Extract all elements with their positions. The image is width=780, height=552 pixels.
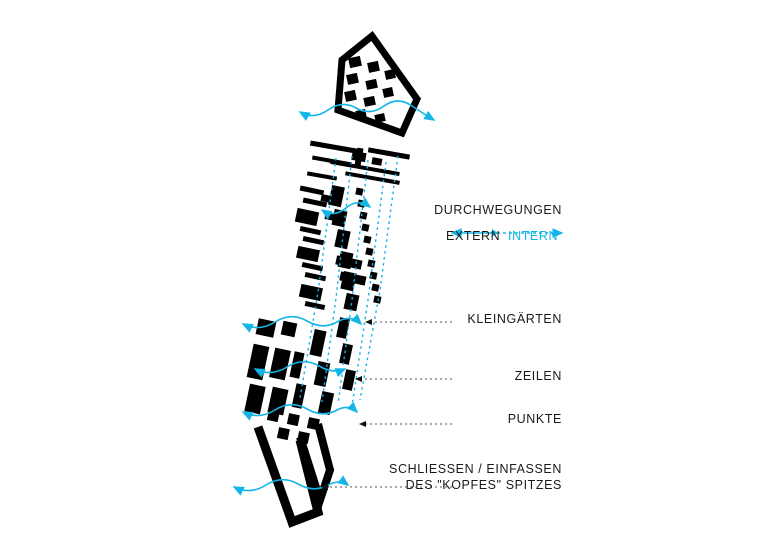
- annotation-label-kopf-line1: SCHLIESSEN / EINFASSEN: [389, 462, 562, 476]
- zeilen-blocks: [244, 317, 356, 415]
- annotation-label-zeilen: ZEILEN: [514, 369, 562, 383]
- annotation-label-punkte: PUNKTE: [507, 412, 562, 426]
- legend-label-extern: EXTERN: [446, 229, 501, 243]
- head-block-outline: [338, 36, 417, 133]
- legend-heading-durchwegungen: DURCHWEGUNGEN: [434, 203, 562, 217]
- mid-corridor-blocks: [295, 185, 382, 311]
- annotation-label-kopf-line2: DES "KOPFES" SPITZES: [405, 478, 562, 492]
- kopf-frame: [258, 424, 330, 522]
- upper-row-blocks: [307, 141, 410, 185]
- legend-label-intern: INTERN: [508, 229, 559, 243]
- annotation-label-kleingaerten: KLEINGÄRTEN: [467, 312, 562, 326]
- punkte-blocks: [267, 409, 320, 444]
